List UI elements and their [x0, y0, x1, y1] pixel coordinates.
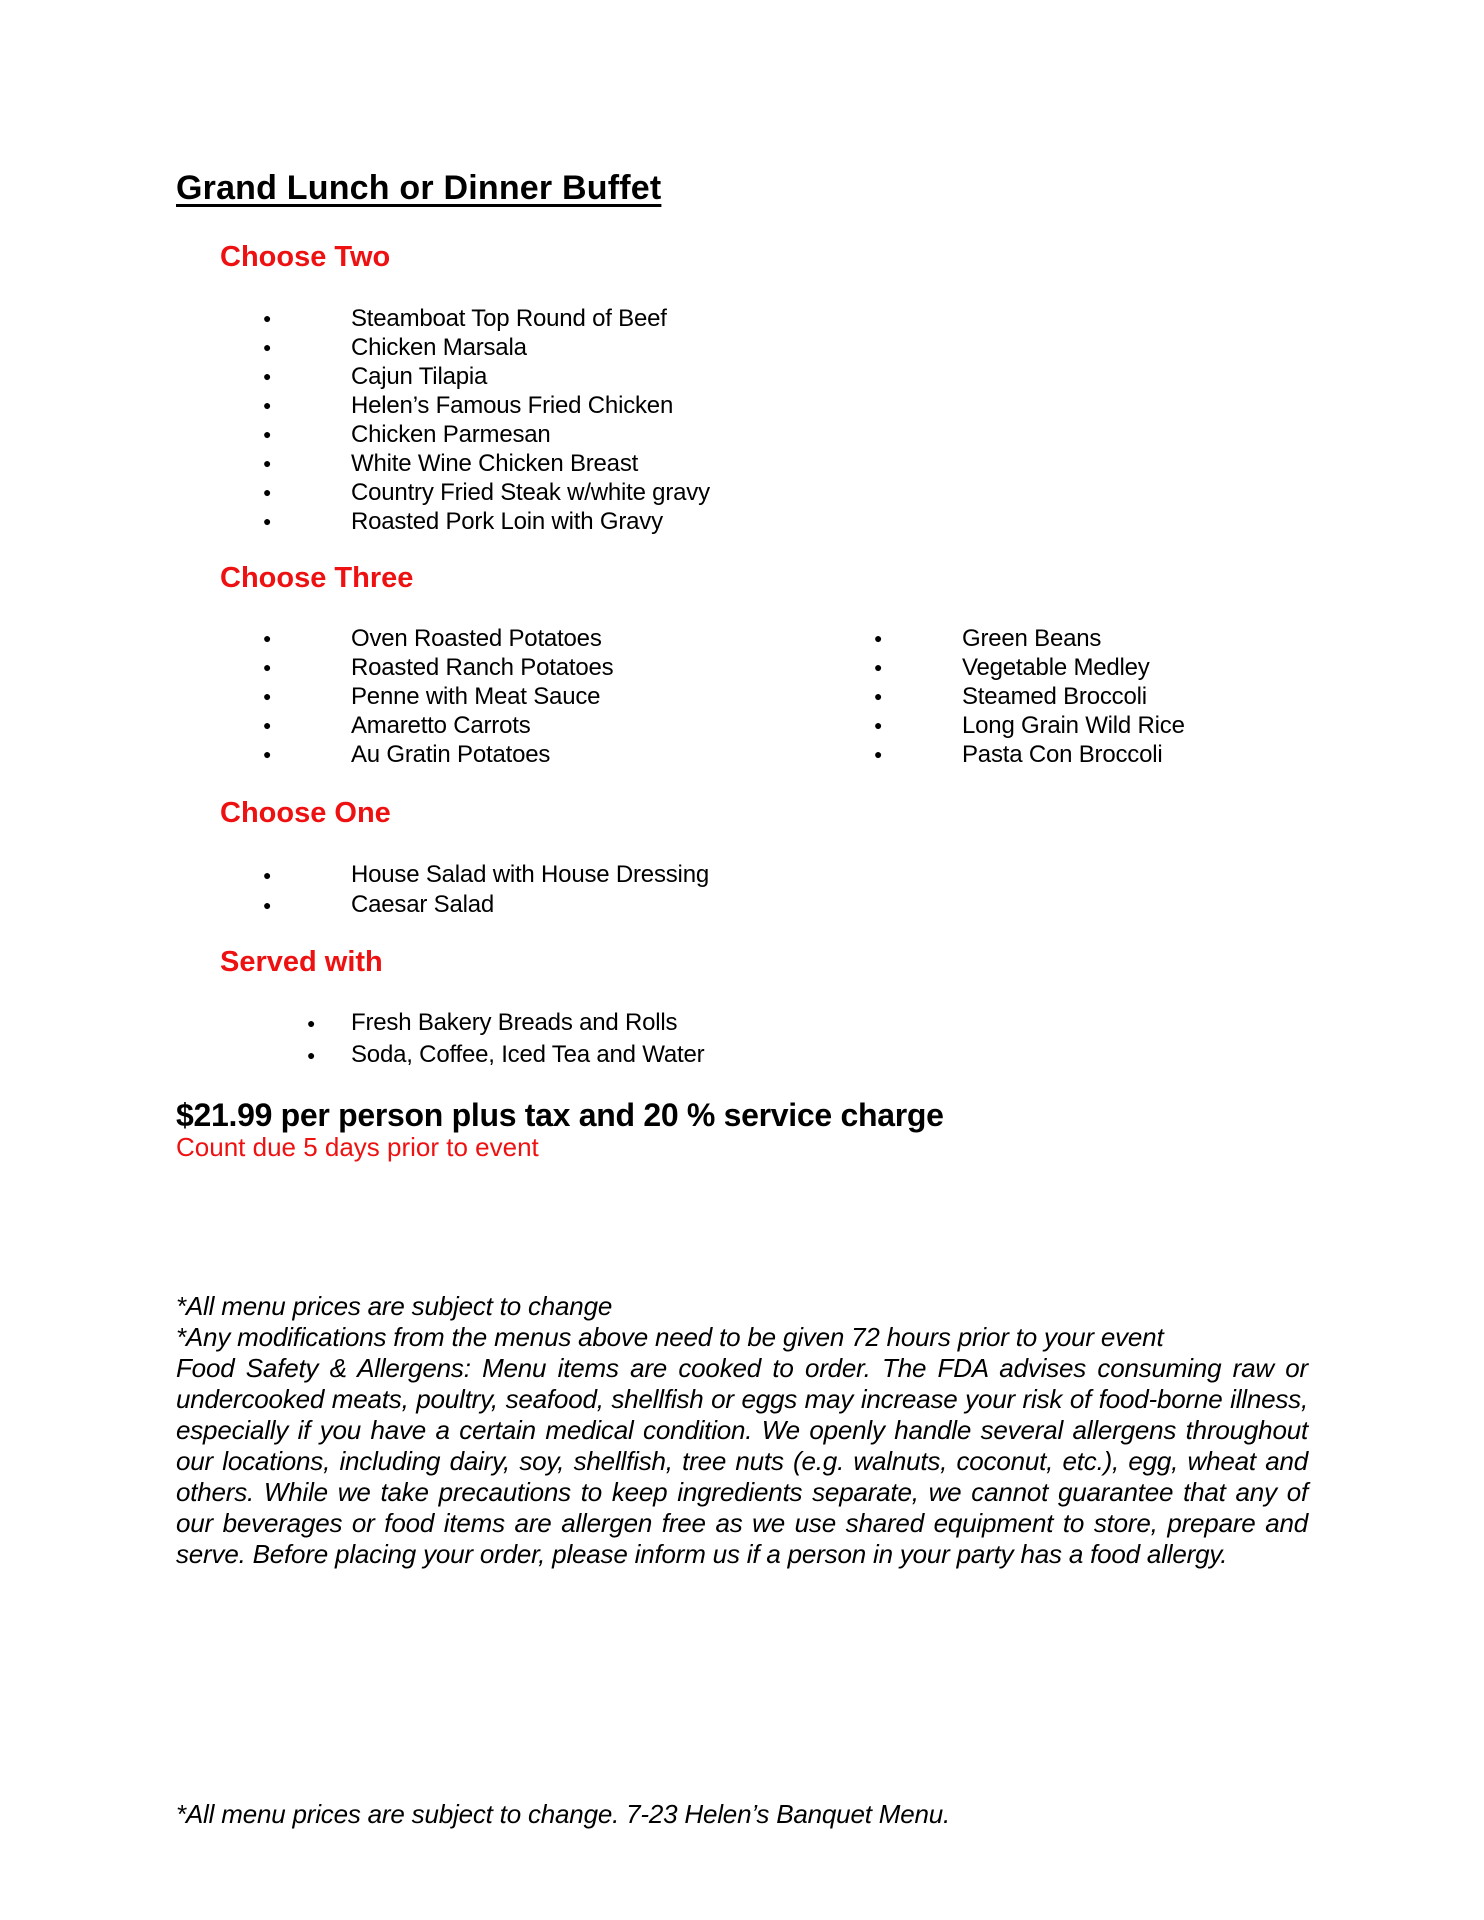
list-item — [176, 362, 710, 391]
bullet-icon: ● — [263, 484, 272, 500]
section-heading-choose-two: Choose Two — [220, 241, 391, 273]
choose-three-right-column — [787, 624, 1185, 769]
section-heading-choose-three: Choose Three — [220, 562, 414, 594]
disclaimer-block — [176, 1291, 1308, 1570]
menu-item-text: Long Grain Wild Rice — [962, 712, 1185, 739]
menu-item-text: Helen’s Famous Fried Chicken — [351, 392, 674, 419]
menu-item-text: House Salad with House Dressing — [351, 861, 709, 888]
list-item — [176, 507, 710, 536]
menu-item-text: Amaretto Carrots — [351, 712, 531, 739]
list-item — [787, 653, 1185, 682]
section-heading-choose-one: Choose One — [220, 797, 391, 829]
disclaimer-allergen-paragraph: Food Safety & Allergens: Menu items are cooked to order. The FDA advises consuming raw or undercooked meats, poultry, seafood, shellfish or eggs may increase your risk of food-borne illness, especially if you have a certain medical condition. We openly handle several allergens throughout our locations, including dairy, soy, shellfish, tree nuts (e.g. walnuts, coconut, etc.), egg, wheat and others. While we take precautions to keep ingredients separate, we cannot guarantee that any of our beverages or food items are allergen free as we use shared equipment to store, prepare and serve. Before placing your order, please inform us if a person in your party has a food allergy. — [176, 1353, 1308, 1569]
choose-three-left-column — [176, 624, 613, 769]
menu-item-text: Vegetable Medley — [962, 654, 1150, 681]
disclaimer-prices-note: *All menu prices are subject to change — [176, 1291, 613, 1321]
bullet-icon: ● — [263, 659, 272, 675]
bullet-icon: ● — [263, 339, 272, 355]
menu-item-text: Green Beans — [962, 625, 1102, 652]
page-title: Grand Lunch or Dinner Buffet — [176, 169, 662, 207]
served-with-list — [176, 1007, 704, 1071]
count-due-note: Count due 5 days prior to event — [176, 1132, 539, 1162]
menu-item-text: Steamed Broccoli — [962, 683, 1147, 710]
menu-item-text: Country Fried Steak w/white gravy — [351, 479, 710, 506]
footer-note: *All menu prices are subject to change. 7-23 Helen’s Banquet Menu. — [176, 1799, 951, 1829]
menu-item-text: Pasta Con Broccoli — [962, 741, 1163, 768]
bullet-icon: ● — [307, 1047, 316, 1063]
bullet-icon: ● — [263, 688, 272, 704]
list-item — [176, 333, 710, 362]
list-item — [176, 1039, 704, 1071]
menu-item-text: Roasted Ranch Potatoes — [351, 654, 614, 681]
bullet-icon: ● — [263, 426, 272, 442]
menu-item-text: Penne with Meat Sauce — [351, 683, 601, 710]
bullet-icon: ● — [263, 513, 272, 529]
list-item — [176, 304, 710, 333]
bullet-icon: ● — [874, 717, 883, 733]
disclaimer-modifications-note: *Any modifications from the menus above need to be given 72 hours prior to your event — [176, 1322, 1164, 1352]
bullet-icon: ● — [307, 1015, 316, 1031]
list-item — [176, 624, 613, 653]
bullet-icon: ● — [874, 659, 883, 675]
bullet-icon: ● — [874, 630, 883, 646]
menu-item-text: Au Gratin Potatoes — [351, 741, 551, 768]
menu-item-text: Chicken Parmesan — [351, 421, 551, 448]
pricing-block — [176, 1099, 944, 1162]
bullet-icon: ● — [263, 897, 272, 913]
list-item — [176, 653, 613, 682]
menu-item-text: White Wine Chicken Breast — [351, 450, 639, 477]
list-item — [176, 391, 710, 420]
list-item — [176, 682, 613, 711]
menu-item-text: Chicken Marsala — [351, 334, 527, 361]
list-item — [176, 890, 709, 920]
list-item — [176, 449, 710, 478]
list-item — [787, 711, 1185, 740]
bullet-icon: ● — [263, 310, 272, 326]
bullet-icon: ● — [263, 867, 272, 883]
list-item — [787, 682, 1185, 711]
bullet-icon: ● — [874, 688, 883, 704]
bullet-icon: ● — [263, 746, 272, 762]
menu-item-text: Oven Roasted Potatoes — [351, 625, 602, 652]
bullet-icon: ● — [263, 397, 272, 413]
bullet-icon: ● — [263, 455, 272, 471]
menu-item-text: Fresh Bakery Breads and Rolls — [351, 1009, 678, 1036]
choose-one-list — [176, 860, 709, 920]
menu-item-text: Cajun Tilapia — [351, 363, 488, 390]
bullet-icon: ● — [263, 630, 272, 646]
list-item — [176, 478, 710, 507]
list-item — [787, 624, 1185, 653]
list-item — [176, 420, 710, 449]
bullet-icon: ● — [263, 368, 272, 384]
section-heading-served-with: Served with — [220, 946, 383, 978]
bullet-icon: ● — [263, 717, 272, 733]
price-per-person: $21.99 per person plus tax and 20 % service charge — [176, 1097, 944, 1133]
menu-item-text: Caesar Salad — [351, 891, 495, 918]
list-item — [176, 711, 613, 740]
list-item — [176, 1007, 704, 1039]
list-item — [176, 860, 709, 890]
menu-item-text: Roasted Pork Loin with Gravy — [351, 508, 663, 535]
menu-item-text: Soda, Coffee, Iced Tea and Water — [351, 1041, 705, 1068]
list-item — [176, 740, 613, 769]
bullet-icon: ● — [874, 746, 883, 762]
list-item — [787, 740, 1185, 769]
choose-two-list — [176, 304, 710, 536]
menu-item-text: Steamboat Top Round of Beef — [351, 305, 667, 332]
